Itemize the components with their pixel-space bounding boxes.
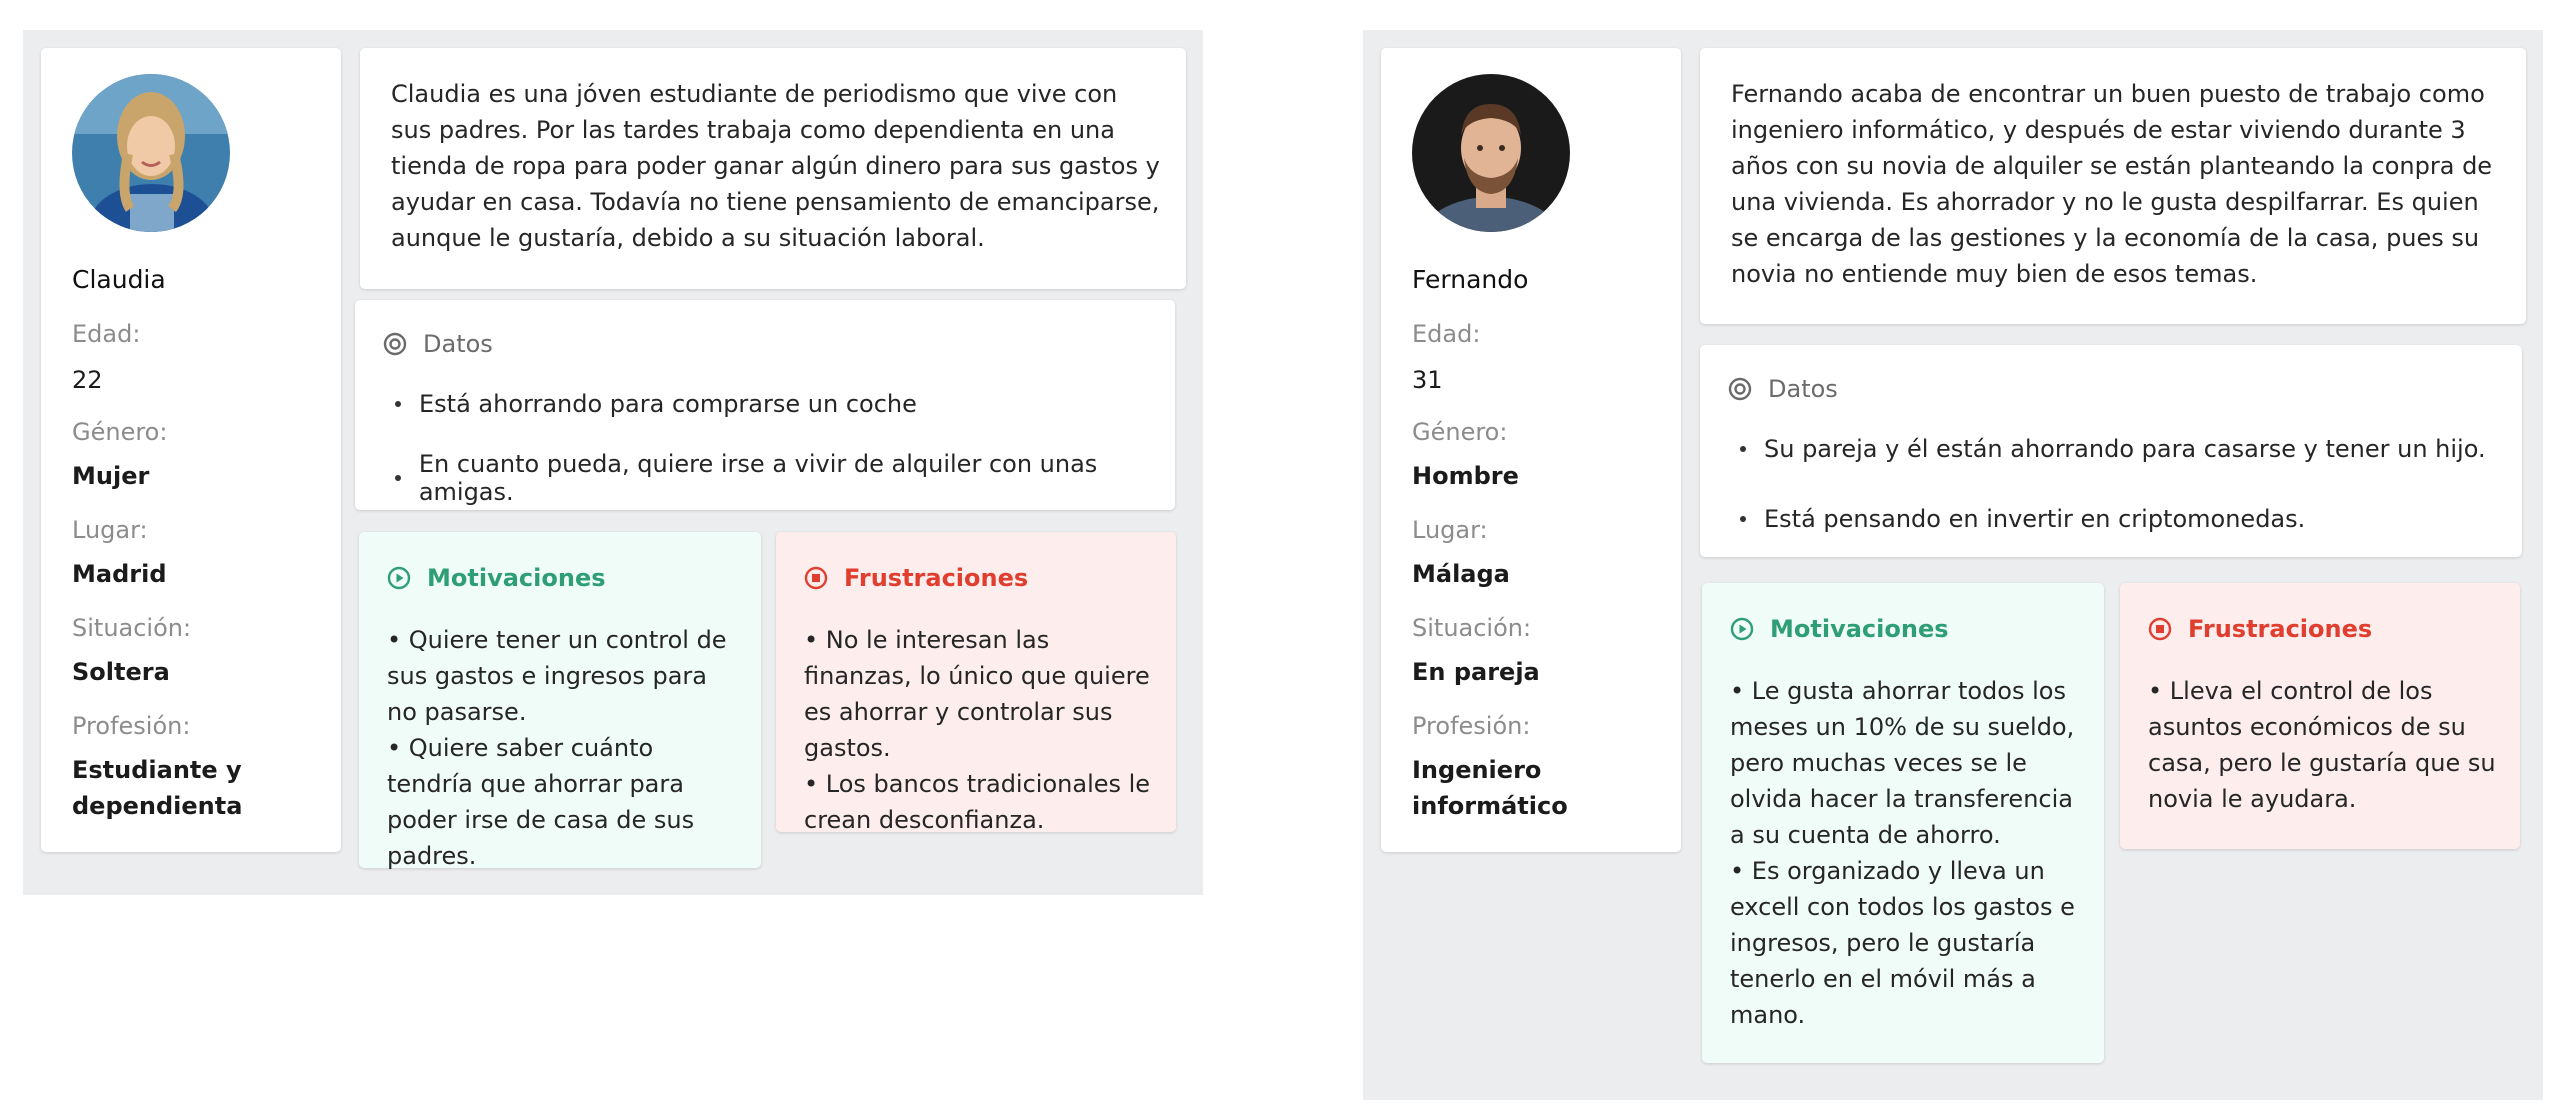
situation-label: Situación: <box>1412 614 1532 642</box>
persona-name: Claudia <box>72 265 166 294</box>
play-circle-icon <box>387 566 411 590</box>
list-item <box>395 390 917 418</box>
persona-panel-fernando <box>1363 30 2543 1100</box>
bullet-dot <box>1740 516 1746 522</box>
list-item-text: Está ahorrando para comprarse un coche <box>419 390 917 418</box>
situation-value: Soltera <box>72 658 170 686</box>
list-item: • No le interesan las finanzas, lo único que quiere es ahorrar y controlar sus gastos. <box>804 626 1150 762</box>
bio-card <box>1700 48 2526 324</box>
profession-label: Profesión: <box>1412 712 1531 740</box>
avatar <box>72 74 230 232</box>
datos-title <box>1728 375 1838 403</box>
bullet-dot <box>1740 446 1746 452</box>
datos-card <box>355 300 1175 510</box>
datos-title-label: Datos <box>1768 375 1838 403</box>
list-item <box>1740 435 2486 463</box>
list-item: • Quiere tener un control de sus gastos e ingresos para no pasarse. <box>387 626 727 726</box>
motivaciones-title-label: Motivaciones <box>427 564 606 592</box>
age-value: 31 <box>1412 366 1443 394</box>
list-item: • Lleva el control de los asuntos económicos de su casa, pero le gustaría que su novia le ayudara. <box>2148 677 2496 813</box>
age-label: Edad: <box>1412 320 1481 348</box>
persona-panel-claudia <box>23 30 1203 895</box>
frustraciones-text <box>2148 673 2502 817</box>
situation-value: En pareja <box>1412 658 1540 686</box>
frustraciones-title-label: Frustraciones <box>2188 615 2373 643</box>
gender-value: Hombre <box>1412 462 1519 490</box>
age-label: Edad: <box>72 320 141 348</box>
bullet-dot <box>395 401 401 407</box>
list-item <box>1740 505 2305 533</box>
motivaciones-title <box>387 564 606 592</box>
persona-name: Fernando <box>1412 265 1529 294</box>
stop-circle-icon <box>2148 617 2172 641</box>
play-circle-icon <box>1730 617 1754 641</box>
motivaciones-text <box>387 622 743 874</box>
place-value: Málaga <box>1412 560 1510 588</box>
age-value: 22 <box>72 366 103 394</box>
gender-value: Mujer <box>72 462 150 490</box>
motivaciones-title <box>1730 615 1949 643</box>
profession-value: Estudiante y dependienta <box>72 756 243 820</box>
bio-text: Claudia es una jóven estudiante de periodismo que vive con sus padres. Por las tardes trabaja como dependienta en una tienda de ropa para poder ganar algún dinero para sus gastos y ayudar en casa. Todavía no tiene pensamiento de emanciparse, aunque le gustaría, debido a su situación laboral. <box>391 80 1160 252</box>
list-item: • Es organizado y lleva un excell con todos los gastos e ingresos, pero le gustaría tenerlo en el móvil más a mano. <box>1730 857 2075 1029</box>
profession-value: Ingeniero informático <box>1412 756 1568 820</box>
gender-label: Género: <box>1412 418 1508 446</box>
list-item: • Los bancos tradicionales le crean desconfianza. <box>804 770 1151 834</box>
motivaciones-card <box>1702 583 2104 1063</box>
bullet-dot <box>395 475 401 481</box>
frustraciones-text <box>804 622 1158 838</box>
situation-label: Situación: <box>72 614 192 642</box>
list-item-text: Está pensando en invertir en criptomonedas. <box>1764 505 2306 533</box>
bio-card <box>360 48 1186 289</box>
frustraciones-card <box>776 532 1176 832</box>
list-item: • Quiere saber cuánto tendría que ahorrar para poder irse de casa de sus padres. <box>387 734 695 870</box>
profile-card <box>1381 48 1681 852</box>
frustraciones-title-label: Frustraciones <box>844 564 1029 592</box>
datos-title-label: Datos <box>423 330 493 358</box>
bio-text: Fernando acaba de encontrar un buen puesto de trabajo como ingeniero informático, y después de estar viviendo durante 3 años con su novia de alquiler se están planteando la conpra de una vivienda. Es ahorrador y no le gusta despilfarrar. Es quien se encarga de las gestiones y la economía de la casa, pues su novia no entiende muy bien de esos temas. <box>1731 80 2493 288</box>
target-icon <box>383 332 407 356</box>
stop-circle-icon <box>804 566 828 590</box>
gender-label: Género: <box>72 418 168 446</box>
avatar <box>1412 74 1570 232</box>
list-item-text: Su pareja y él están ahorrando para casarse y tener un hijo. <box>1764 435 2486 463</box>
place-label: Lugar: <box>72 516 148 544</box>
frustraciones-title <box>2148 615 2372 643</box>
motivaciones-card <box>359 532 761 868</box>
place-label: Lugar: <box>1412 516 1488 544</box>
frustraciones-card <box>2120 583 2520 849</box>
list-item: • Le gusta ahorrar todos los meses un 10% de su sueldo, pero muchas veces se le olvida hacer la transferencia a su cuenta de ahorro. <box>1730 677 2075 849</box>
profile-card <box>41 48 341 852</box>
list-item-text: En cuanto pueda, quiere irse a vivir de alquiler con unas amigas. <box>418 450 1098 506</box>
motivaciones-text <box>1730 673 2086 1033</box>
motivaciones-title-label: Motivaciones <box>1770 615 1949 643</box>
datos-card <box>1700 345 2522 557</box>
list-item <box>395 450 1175 506</box>
profession-label: Profesión: <box>72 712 191 740</box>
target-icon <box>1728 377 1752 401</box>
frustraciones-title <box>804 564 1028 592</box>
datos-title <box>383 330 493 358</box>
place-value: Madrid <box>72 560 167 588</box>
